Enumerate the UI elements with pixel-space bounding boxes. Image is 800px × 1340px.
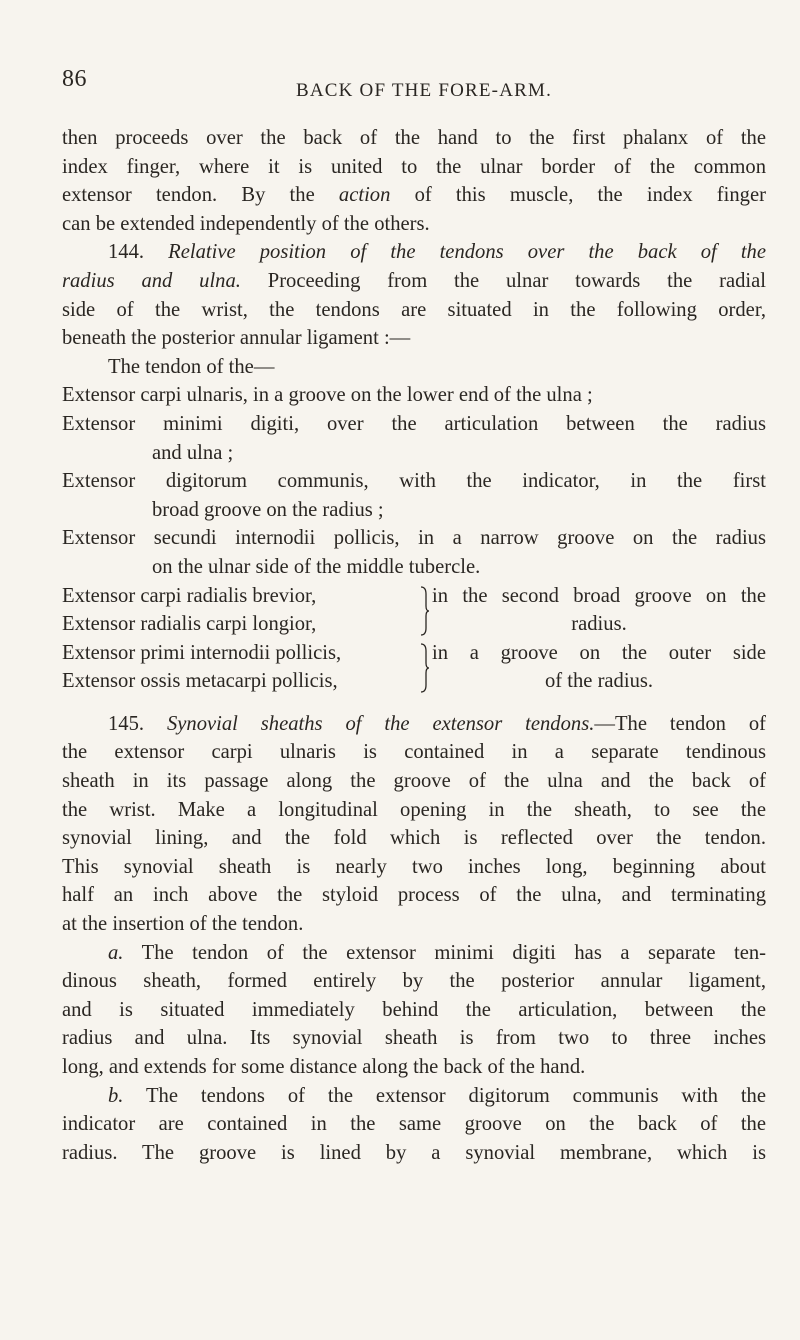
list-item: Extensor digitorum communis, with the indicator, in the first [62,470,766,493]
para-marker: a. [108,941,124,964]
list-item: Extensor minimi digiti, over the articulation between the radius [62,412,766,435]
para-marker: b. [108,1084,124,1107]
bracket-left: Extensor primi internodii pollicis, [62,641,342,664]
text-line: the wrist. Make a longitudinal opening in the sheath, to see the [62,798,766,821]
brace [418,639,432,668]
text-line: dinous sheath, formed entirely by the posterior annular ligament, [62,970,766,993]
bracket-left: Extensor carpi radialis brevior, [62,584,317,607]
bracket-left: Extensor radialis carpi longior, [62,613,317,636]
emphasis: action [338,184,391,207]
section-145-heading: 145. Synovial sheaths of the extensor tendons.—The tendon of [108,712,766,735]
text-line: then proceeds over the back of the hand to the first phalanx of the [62,127,766,149]
text-line: and is situated immediately behind the articulation, between the [62,998,766,1021]
running-head: BACK OF THE FORE-ARM. [296,80,553,101]
bracket-row [62,667,766,696]
text-line: indicator are contained in the same groove on the back of the [62,1113,766,1136]
text-line: side of the wrist, the tendons are situated in the following order, [62,298,766,321]
bracket-right: in a groove on the outer side [432,641,766,664]
list-intro: The tendon of the— [108,355,275,378]
text-line: synovial lining, and the fold which is reflected over the tendon. [62,827,766,850]
text-line: sheath in its passage along the groove of the ulna and the back of [62,770,766,793]
bracket-row [62,639,766,668]
section-144-heading [62,238,766,267]
text-line: the extensor carpi ulnaris is contained in a separate tendinous [62,741,766,764]
section-title-cont: radius and ulna. [62,269,241,292]
text-line: radius. The groove is lined by a synovial membrane, which is [62,1141,766,1164]
section-number: 144. [108,241,145,264]
list-item-cont: on the ulnar side of the middle tubercle. [152,555,481,578]
section-number: 145. [108,712,145,735]
text-line: index finger, where it is united to the ulnar border of the common [62,155,766,178]
list-item-cont: broad groove on the radius ; [152,498,384,521]
bracket-row [62,582,766,611]
section-title: Synovial sheaths of the extensor tendons. [166,712,595,735]
bracket-right: in the second broad groove on the [432,584,766,607]
text-line: radius and ulna. Its synovial sheath is from two to three inches [62,1027,766,1050]
para-b-first: b. The tendons of the extensor digitorum communis with the [108,1084,766,1107]
text-line: extensor tendon. By the action of this muscle, the index finger [62,184,766,207]
text-line: at the insertion of the tendon. [62,913,304,936]
text-line: beneath the posterior annular ligament :— [62,327,411,350]
text-line: radius and ulna. Proceeding from the ulnar towards the radial [62,269,766,292]
text-line: This synovial sheath is nearly two inches long, beginning about [62,855,766,878]
para-a-first: a. The tendon of the extensor minimi digiti has a separate ten- [108,941,767,964]
section-title: Relative position of the tendons over the back of the [168,241,766,264]
bracket-group [62,582,766,639]
page-number: 86 [62,66,87,92]
text-line: can be extended independently of the others. [62,212,430,235]
bracket-right: radius. [571,613,627,636]
body-text [62,124,766,1167]
list-item: Extensor secundi internodii pollicis, in a narrow groove on the radius [62,527,766,550]
brace [418,582,432,611]
list-item: Extensor carpi ulnaris, in a groove on the lower end of the ulna ; [62,384,593,407]
text-line: long, and extends for some distance along the back of the hand. [62,1056,586,1078]
bracket-right: of the radius. [544,670,654,693]
bracket-row [62,610,766,639]
bracket-group [62,639,766,696]
text-line: half an inch above the styloid process of the ulna, and terminating [62,884,766,907]
list-item-cont: and ulna ; [152,441,234,464]
bracket-left: Extensor ossis metacarpi pollicis, [62,670,338,693]
